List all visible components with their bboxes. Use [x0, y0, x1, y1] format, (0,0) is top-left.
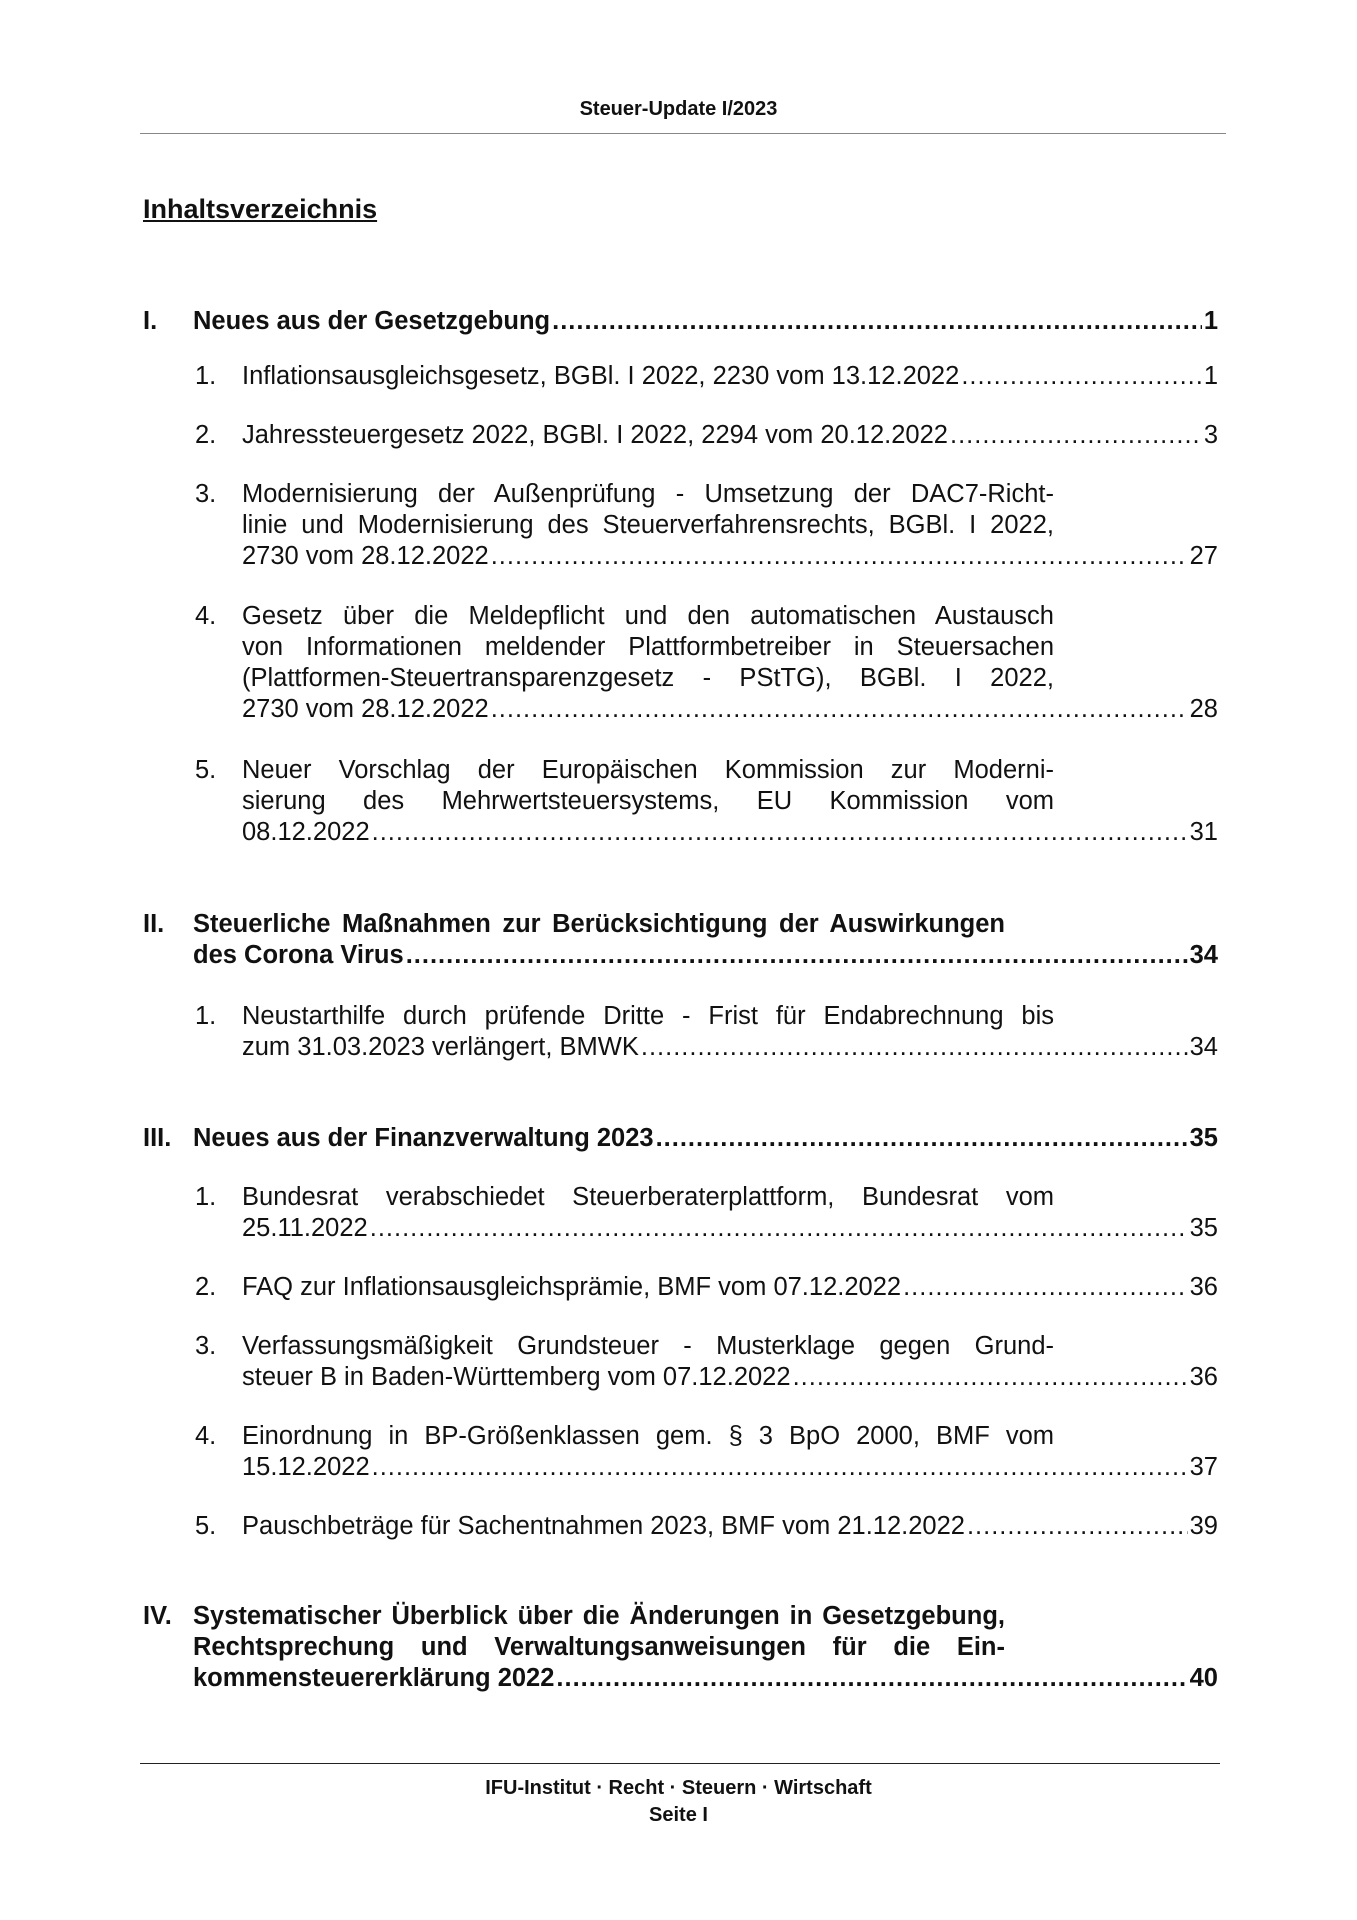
header-divider [140, 133, 1226, 134]
toc-entry-1-2[interactable] [195, 420, 1218, 451]
toc-entry-title: Neues aus der Finanzverwaltung 2023 [193, 1124, 654, 1152]
toc-page-number: 34 [1189, 941, 1218, 969]
footer-divider [140, 1763, 1220, 1764]
toc-entry-title: 2730 vom 28.12.2022 [242, 695, 489, 723]
toc-page-number: 35 [1189, 1214, 1218, 1242]
footer-organization: IFU-Institut · Recht · Steuern · Wirtschaft [485, 1777, 872, 1799]
toc-entry-title: 2730 vom 28.12.2022 [242, 542, 489, 570]
toc-entry-title: Neues aus der Gesetzgebung [193, 307, 551, 335]
toc-leader-dots [491, 694, 1188, 725]
toc-entry-title: 08.12.2022 [242, 818, 370, 846]
toc-leader-dots [372, 817, 1188, 848]
toc-entry-number: 4. [195, 602, 217, 630]
toc-entry-1-5[interactable] [195, 755, 1218, 848]
toc-leader-dots [656, 1123, 1188, 1154]
toc-entry-number: 3. [195, 480, 217, 508]
toc-entry-title: zum 31.03.2023 verlängert, BMWK [242, 1033, 639, 1061]
toc-page-number: 31 [1189, 818, 1218, 846]
toc-entry-1-4[interactable] [195, 601, 1218, 725]
toc-section-2[interactable] [143, 909, 1218, 971]
toc-entry-3-2[interactable] [195, 1272, 1218, 1303]
toc-leader-dots [372, 1452, 1188, 1483]
toc-entry-title: Jahressteuergesetz 2022, BGBl. I 2022, 2294 vom 20.12.2022 [242, 421, 948, 449]
toc-page-number: 1 [1203, 362, 1218, 390]
toc-leader-dots [641, 1032, 1188, 1063]
toc-entry-title: Inflationsausgleichsgesetz, BGBl. I 2022, 2230 vom 13.12.2022 [242, 362, 960, 390]
toc-entry-line: (Plattformen-Steuertransparenzgesetz - PStTG), BGBl. I 2022, [242, 664, 1054, 692]
toc-entry-line: Steuerliche Maßnahmen zur Berücksichtigung der Auswirkungen [193, 910, 1005, 938]
toc-entry-3-3[interactable] [195, 1331, 1218, 1393]
toc-leader-dots [967, 1511, 1188, 1542]
toc-section-number: I. [143, 307, 158, 335]
toc-entry-title: 15.12.2022 [242, 1453, 370, 1481]
toc-leader-dots [950, 420, 1202, 451]
toc-entry-number: 1. [195, 362, 217, 390]
toc-entry-title: Pauschbeträge für Sachentnahmen 2023, BMF vom 21.12.2022 [242, 1512, 965, 1540]
toc-page-number: 37 [1189, 1453, 1218, 1481]
toc-heading: Inhaltsverzeichnis [143, 194, 378, 224]
toc-entry-line: Einordnung in BP-Größenklassen gem. § 3 BpO 2000, BMF vom [242, 1422, 1054, 1450]
running-header-title: Steuer-Update I/2023 [579, 98, 778, 120]
toc-page-number: 39 [1189, 1512, 1218, 1540]
toc-entry-number: 2. [195, 421, 217, 449]
toc-page-number: 3 [1203, 421, 1218, 449]
toc-entry-number: 5. [195, 1512, 217, 1540]
toc-page-number: 27 [1189, 542, 1218, 570]
toc-section-1[interactable] [143, 306, 1218, 337]
toc-section-number: IV. [143, 1602, 172, 1630]
toc-entry-number: 1. [195, 1002, 217, 1030]
toc-page-number: 28 [1189, 695, 1218, 723]
toc-entry-line: Systematischer Überblick über die Änderungen in Gesetzgebung, [193, 1602, 1005, 1630]
toc-entry-line: Verfassungsmäßigkeit Grundsteuer - Musterklage gegen Grund- [242, 1332, 1054, 1360]
toc-entry-line: linie und Modernisierung des Steuerverfahrensrechts, BGBl. I 2022, [242, 511, 1054, 539]
toc-entry-1-1[interactable] [195, 361, 1218, 392]
toc-entry-1-3[interactable] [195, 479, 1218, 572]
toc-entry-line: Gesetz über die Meldepflicht und den automatischen Austausch [242, 602, 1054, 630]
toc-section-number: II. [143, 910, 165, 938]
toc-section-number: III. [143, 1124, 172, 1152]
toc-entry-line: sierung des Mehrwertsteuersystems, EU Kommission vom [242, 787, 1054, 815]
toc-section-3[interactable] [143, 1123, 1218, 1154]
toc-entry-number: 4. [195, 1422, 217, 1450]
toc-entry-2-1[interactable] [195, 1001, 1218, 1063]
toc-entry-number: 1. [195, 1183, 217, 1211]
toc-entry-3-4[interactable] [195, 1421, 1218, 1483]
toc-leader-dots [552, 306, 1202, 337]
toc-page-number: 35 [1189, 1124, 1218, 1152]
toc-entry-line: Modernisierung der Außenprüfung - Umsetzung der DAC7-Richt- [242, 480, 1054, 508]
toc-entry-title: kommensteuererklärung 2022 [193, 1664, 555, 1692]
toc-leader-dots [556, 1663, 1187, 1694]
toc-leader-dots [903, 1272, 1188, 1303]
toc-page-number: 36 [1189, 1363, 1218, 1391]
toc-entry-3-1[interactable] [195, 1182, 1218, 1244]
toc-entry-line: Bundesrat verabschiedet Steuerberaterplattform, Bundesrat vom [242, 1183, 1054, 1211]
footer-page-label: Seite I [649, 1804, 708, 1826]
toc-page-number: 34 [1189, 1033, 1218, 1061]
toc-entry-number: 5. [195, 756, 217, 784]
toc-entry-line: von Informationen meldender Plattformbetreiber in Steuersachen [242, 633, 1054, 661]
toc-entry-number: 2. [195, 1273, 217, 1301]
toc-entry-number: 3. [195, 1332, 217, 1360]
toc-entry-title: FAQ zur Inflationsausgleichsprämie, BMF vom 07.12.2022 [242, 1273, 902, 1301]
toc-entry-line: Neuer Vorschlag der Europäischen Kommission zur Moderni- [242, 756, 1054, 784]
toc-section-4[interactable] [143, 1601, 1218, 1694]
toc-entry-title: des Corona Virus [193, 941, 404, 969]
toc-entry-line: Neustarthilfe durch prüfende Dritte - Frist für Endabrechnung bis [242, 1002, 1054, 1030]
toc-entry-line: Rechtsprechung und Verwaltungsanweisungen für die Ein- [193, 1633, 1005, 1661]
toc-page-number: 36 [1189, 1273, 1218, 1301]
toc-leader-dots [370, 1213, 1188, 1244]
toc-leader-dots [491, 541, 1188, 572]
toc-page-number: 40 [1189, 1664, 1218, 1692]
toc-leader-dots [793, 1362, 1188, 1393]
toc-entry-title: steuer B in Baden-Württemberg vom 07.12.2022 [242, 1363, 791, 1391]
toc-entry-3-5[interactable] [195, 1511, 1218, 1542]
toc-page-number: 1 [1203, 307, 1218, 335]
toc-leader-dots [961, 361, 1202, 392]
toc-entry-title: 25.11.2022 [242, 1214, 368, 1242]
toc-leader-dots [406, 940, 1188, 971]
